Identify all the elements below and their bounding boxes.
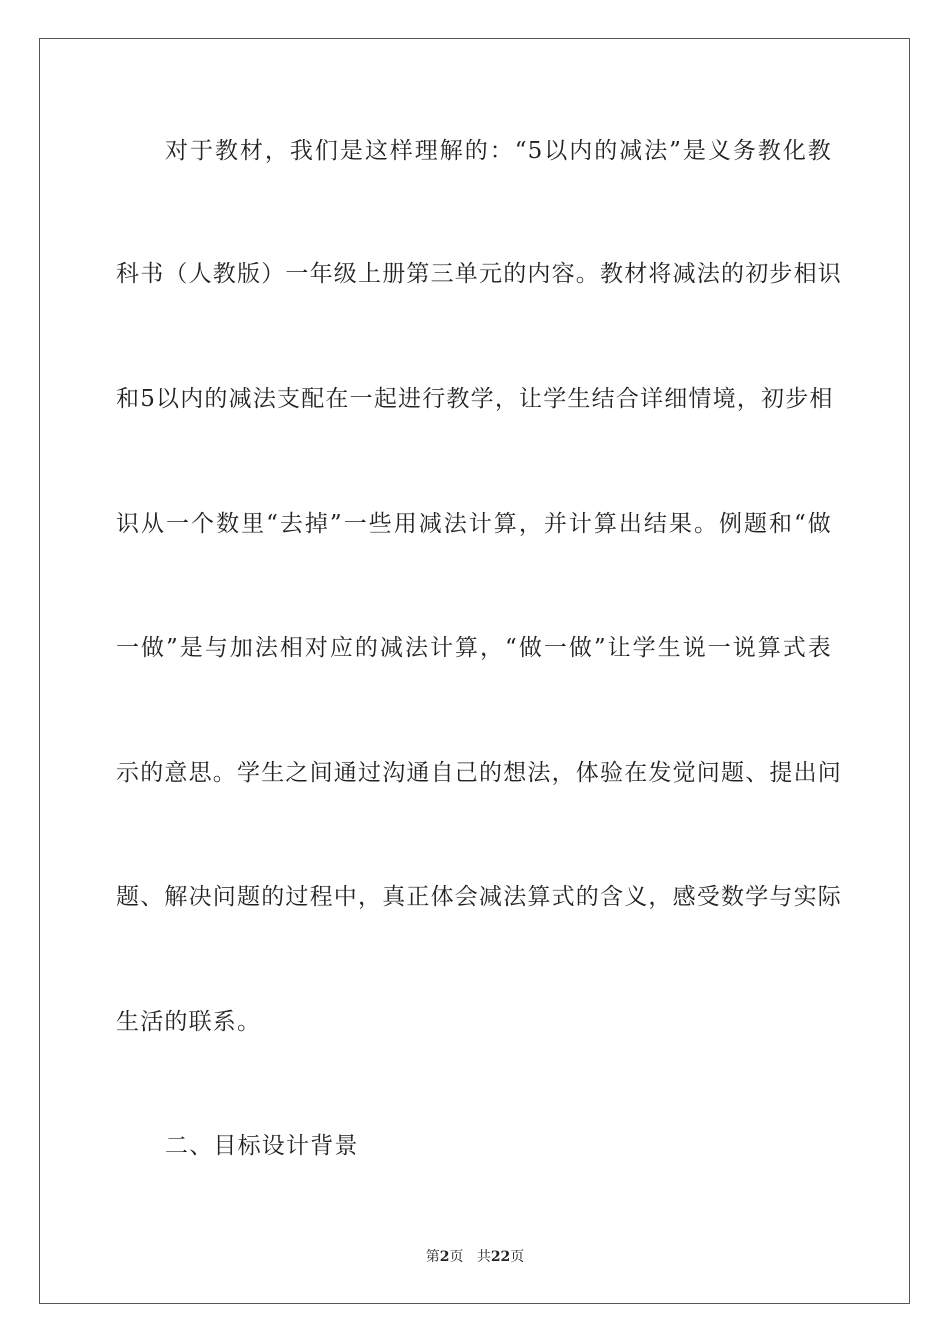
section-heading: 二、目标设计背景 [165,1133,359,1159]
footer-total-pages: 22 [490,1249,511,1265]
page-border [39,38,910,1304]
paragraph-line-1: 对于教材，我们是这样理解的：“5以内的减法”是义务教化教 [165,138,832,164]
footer-total-suffix: 页 [510,1249,525,1265]
footer-page-suffix: 页 [449,1249,464,1265]
paragraph-line-5: 一做”是与加法相对应的减法计算，“做一做”让学生说一说算式表 [116,635,832,661]
paragraph-line-2: 科书（人教版）一年级上册第三单元的内容。教材将减法的初步相识 [116,261,842,287]
paragraph-line-6: 示的意思。学生之间通过沟通自己的想法，体验在发觉问题、提出问 [116,760,842,786]
page-footer [0,1248,950,1266]
footer-total-prefix: 共 [476,1249,491,1265]
paragraph-line-8: 生活的联系。 [116,1009,262,1035]
footer-page-prefix: 第 [425,1249,440,1265]
paragraph-line-4: 识从一个数里“去掉”一些用减法计算，并计算出结果。例题和“做 [116,511,832,537]
paragraph-line-7: 题、解决问题的过程中，真正体会减法算式的含义，感受数学与实际 [116,884,842,910]
footer-page-number: 2 [439,1249,450,1265]
paragraph-line-3: 和5以内的减法支配在一起进行教学，让学生结合详细情境，初步相 [116,386,834,412]
